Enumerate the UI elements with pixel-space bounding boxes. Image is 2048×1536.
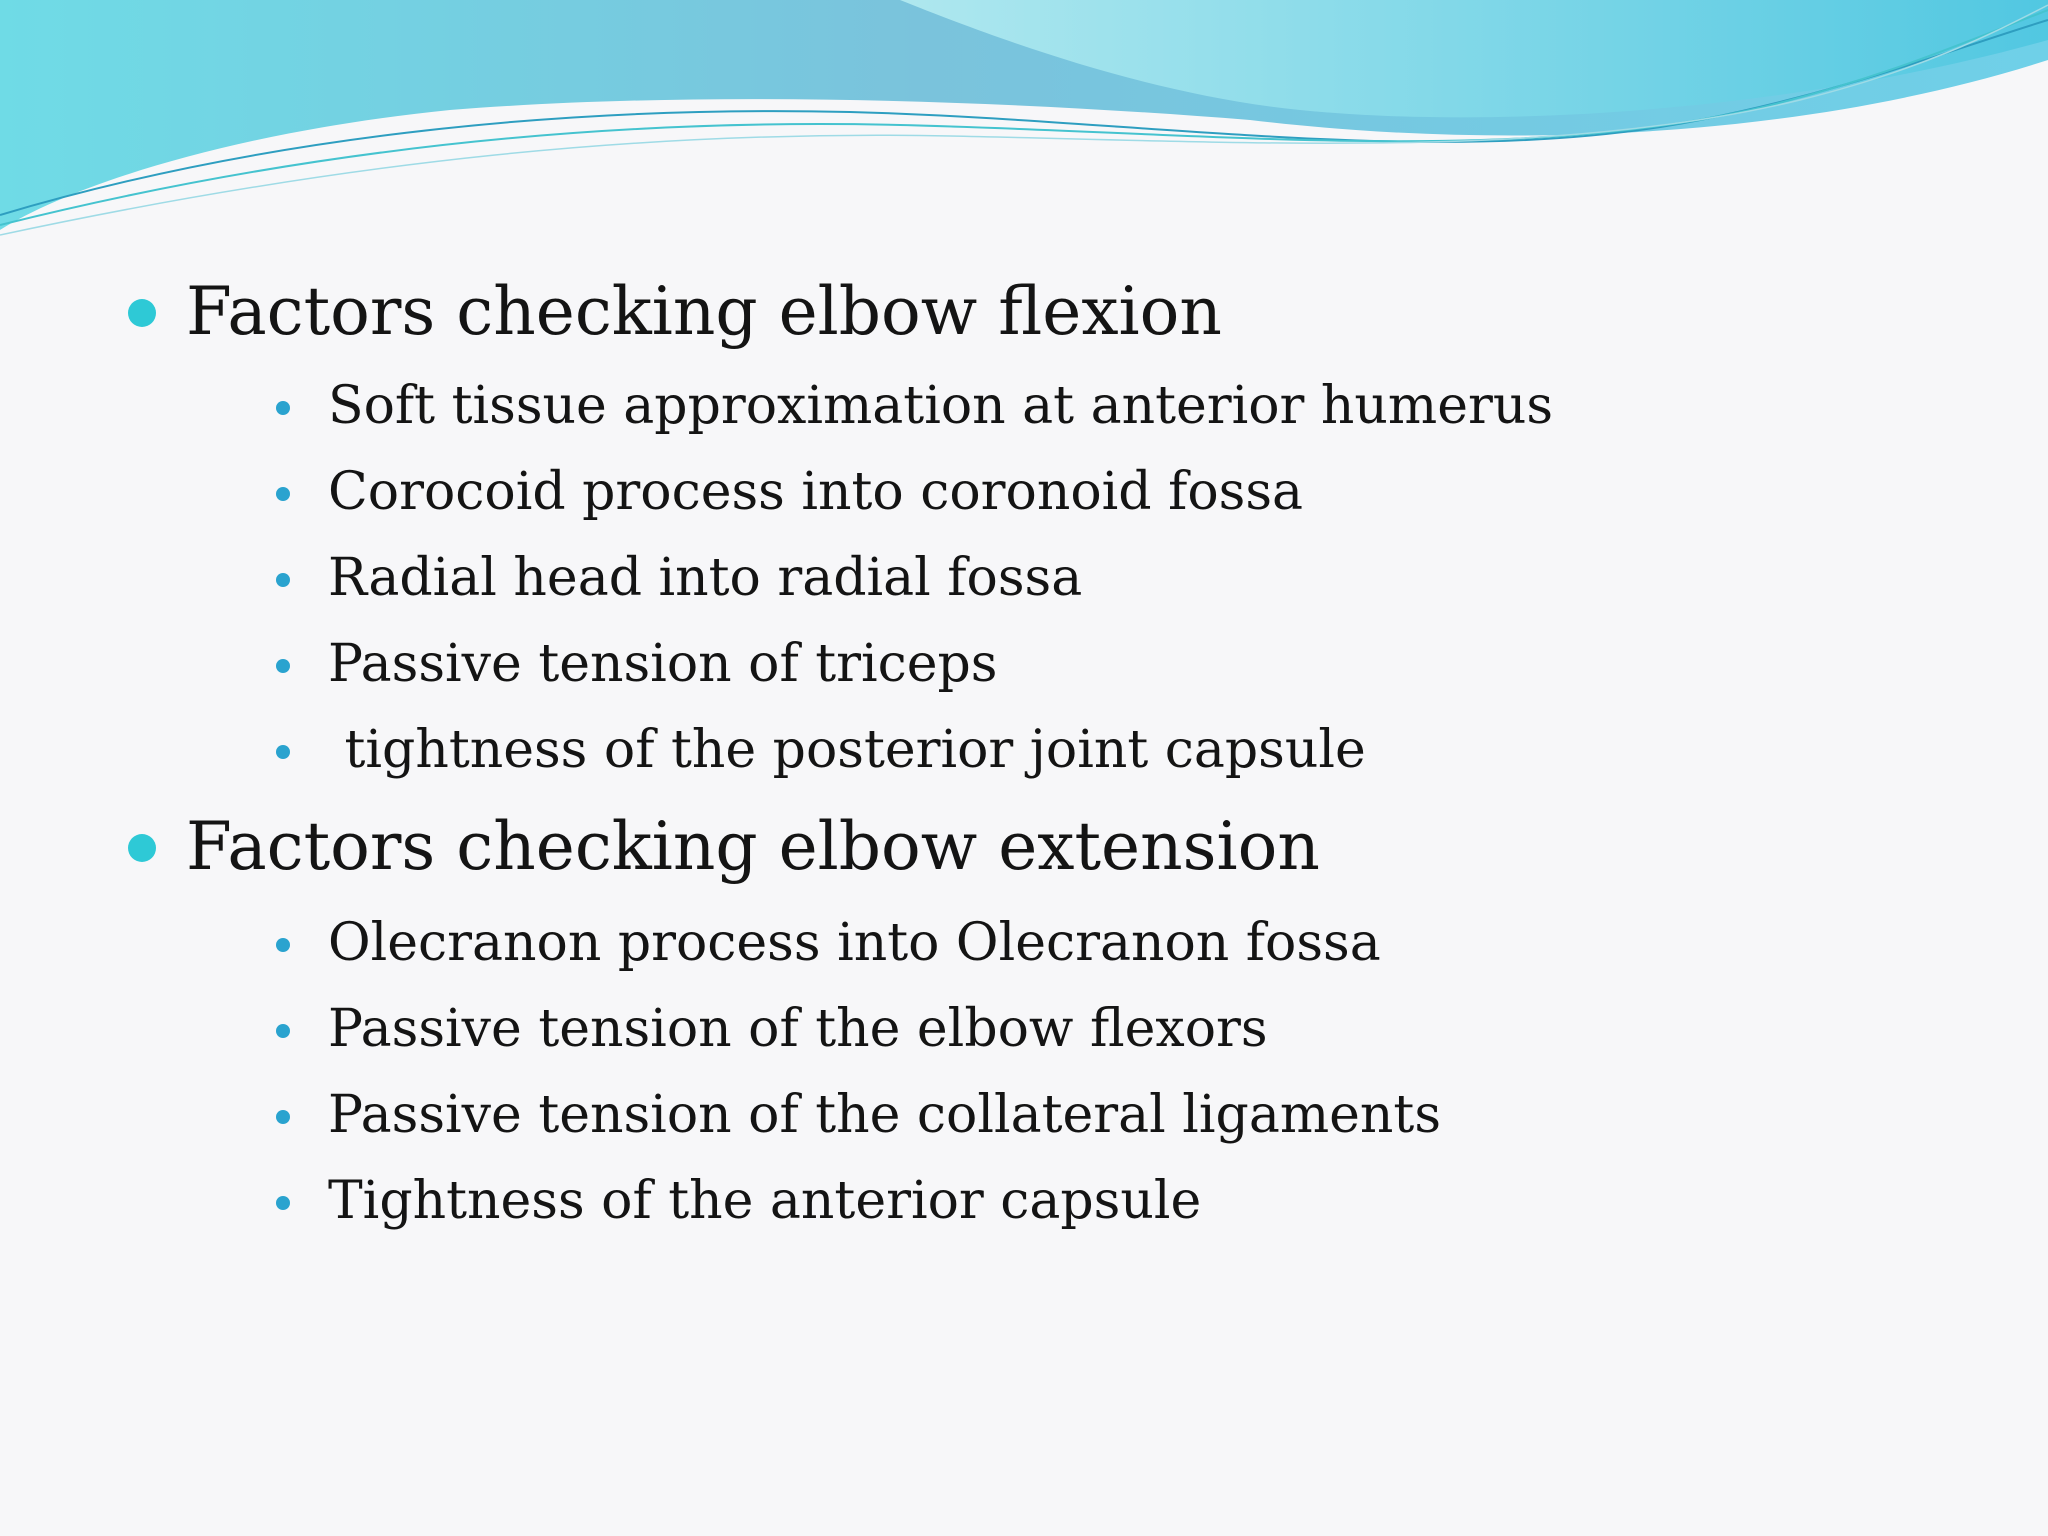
list-item: tightness of the posterior joint capsule [328,720,1366,780]
list-item: Soft tissue approximation at anterior humerus [328,376,1554,436]
bullet-dot [128,299,156,327]
list-item: Passive tension of triceps [328,634,998,694]
heading-extension: Factors checking elbow extension [186,808,1320,885]
sub-bullet-dot [276,659,290,673]
list-item: Olecranon process into Olecranon fossa [328,913,1381,973]
sub-bullet-dot [276,745,290,759]
bullet-dot [128,834,156,862]
sub-bullet-dot [276,573,290,587]
sub-bullet-dot [276,1110,290,1124]
sub-bullet-dot [276,1024,290,1038]
sub-bullet-dot [276,487,290,501]
list-item: Tightness of the anterior capsule [328,1171,1202,1231]
list-item: Passive tension of the elbow flexors [328,999,1268,1059]
list-item: Corocoid process into coronoid fossa [328,462,1303,522]
sub-bullet-dot [276,1196,290,1210]
heading-flexion: Factors checking elbow flexion [186,273,1222,350]
list-item: Passive tension of the collateral ligaments [328,1085,1441,1145]
sub-bullet-dot [276,401,290,415]
list-item: Radial head into radial fossa [328,548,1083,608]
sub-bullet-dot [276,938,290,952]
